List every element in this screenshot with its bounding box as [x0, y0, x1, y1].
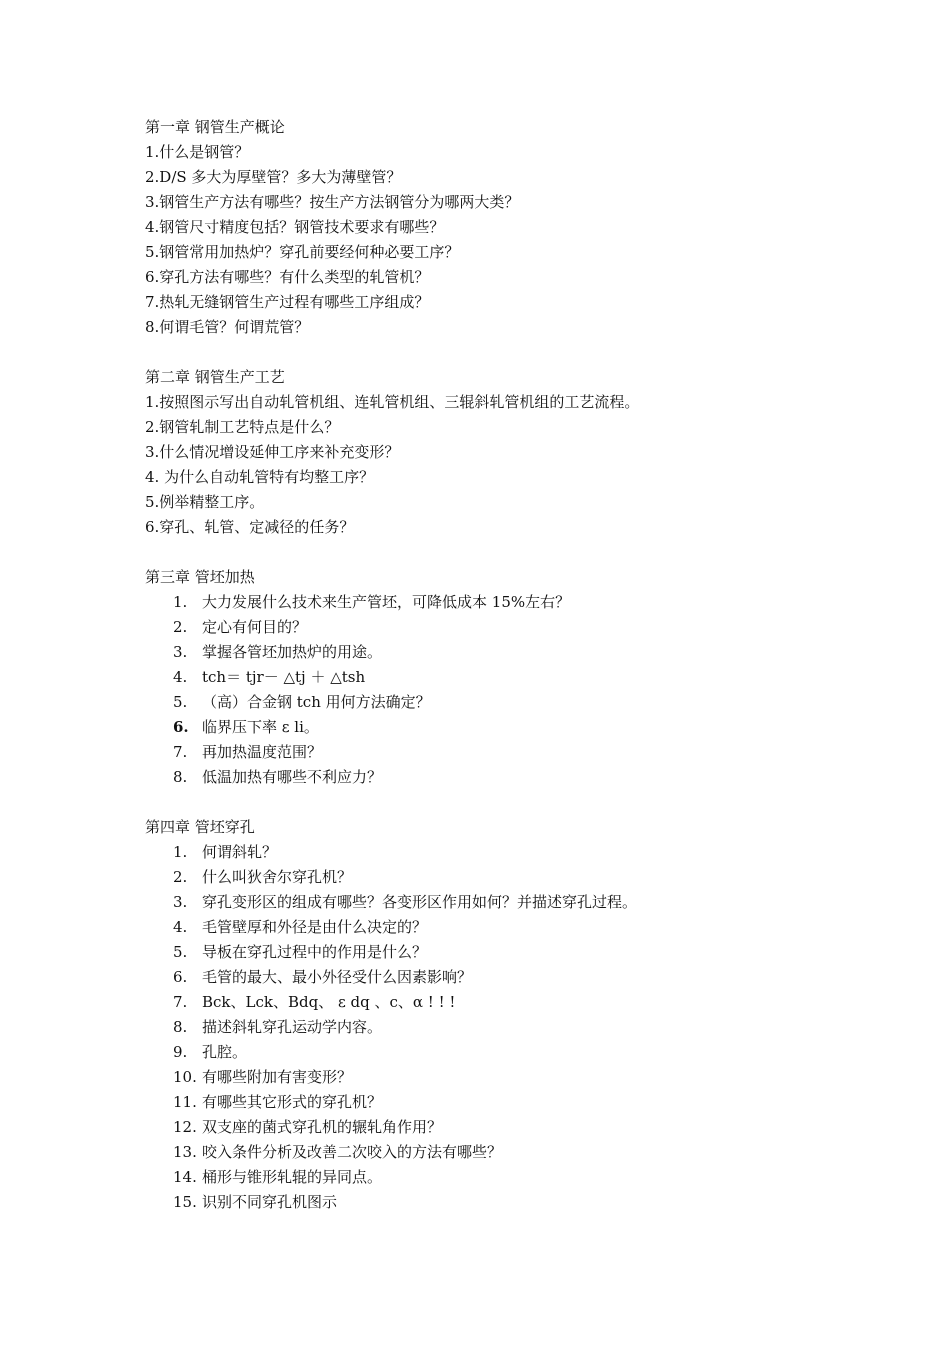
item-text: 有哪些其它形式的穿孔机？	[202, 1093, 383, 1111]
item-number: 5.	[173, 693, 188, 711]
list-item	[145, 1065, 905, 1090]
chapter-1	[145, 115, 905, 340]
question-item: 8.何谓毛管？何谓荒管？	[145, 318, 310, 336]
question-item: 5.钢管常用加热炉？穿孔前要经何种必要工序？	[145, 243, 460, 261]
section-spacer	[145, 540, 905, 565]
question-item: 3.钢管生产方法有哪些？按生产方法钢管分为哪两大类？	[145, 193, 520, 211]
item-text: tch＝ tjr－ △tj ＋ △tsh	[202, 668, 366, 686]
item-text: 再加热温度范围？	[202, 743, 323, 761]
question-list	[145, 840, 905, 1215]
item-text: 识别不同穿孔机图示	[202, 1193, 338, 1211]
item-text: 描述斜轧穿孔运动学内容。	[202, 1018, 383, 1036]
list-item	[145, 715, 905, 740]
item-text: 桶形与锥形轧辊的异同点。	[202, 1168, 383, 1186]
chapter-title: 第三章 管坯加热	[145, 568, 255, 586]
list-item	[145, 865, 905, 890]
list-item	[145, 590, 905, 615]
item-number: 2.	[173, 868, 188, 886]
list-item	[145, 690, 905, 715]
document-page	[145, 115, 905, 1215]
item-number: 12.	[173, 1118, 197, 1136]
item-number: 15.	[173, 1193, 197, 1211]
item-number: 14.	[173, 1168, 197, 1186]
list-item	[145, 890, 905, 915]
item-text: 导板在穿孔过程中的作用是什么？	[202, 943, 428, 961]
item-number: 6.	[173, 718, 189, 736]
item-text: 临界压下率 ε li。	[202, 718, 319, 736]
section-spacer	[145, 790, 905, 815]
question-item: 6.穿孔、轧管、定减径的任务？	[145, 518, 355, 536]
list-item	[145, 1190, 905, 1215]
item-text: 毛管壁厚和外径是由什么决定的？	[202, 918, 428, 936]
item-number: 3.	[173, 643, 188, 661]
list-item	[145, 840, 905, 865]
item-text: 孔腔。	[202, 1043, 248, 1061]
question-item: 6.穿孔方法有哪些？有什么类型的轧管机？	[145, 268, 430, 286]
item-number: 5.	[173, 943, 188, 961]
list-item	[145, 990, 905, 1015]
list-item	[145, 940, 905, 965]
list-item	[145, 615, 905, 640]
item-text: 咬入条件分析及改善二次咬入的方法有哪些？	[202, 1143, 503, 1161]
chapter-title: 第一章 钢管生产概论	[145, 118, 285, 136]
item-text: 双支座的菌式穿孔机的辗轧角作用？	[202, 1118, 443, 1136]
item-text: 低温加热有哪些不利应力？	[202, 768, 383, 786]
item-number: 1.	[173, 593, 188, 611]
item-number: 7.	[173, 743, 188, 761]
list-item	[145, 1090, 905, 1115]
item-number: 10.	[173, 1068, 197, 1086]
item-text: 何谓斜轧？	[202, 843, 278, 861]
list-item	[145, 1165, 905, 1190]
question-item: 1.按照图示写出自动轧管机组、连轧管机组、三辊斜轧管机组的工艺流程。	[145, 393, 640, 411]
list-item	[145, 740, 905, 765]
item-number: 11.	[173, 1093, 197, 1111]
chapter-2	[145, 365, 905, 540]
list-item	[145, 1140, 905, 1165]
list-item	[145, 1015, 905, 1040]
question-item: 2.D/S 多大为厚壁管？多大为薄壁管？	[145, 168, 402, 186]
item-number: 3.	[173, 893, 188, 911]
item-text: 定心有何目的？	[202, 618, 308, 636]
section-spacer	[145, 340, 905, 365]
question-item: 3.什么情况增设延伸工序来补充变形？	[145, 443, 400, 461]
item-number: 1.	[173, 843, 188, 861]
chapter-4	[145, 815, 905, 1215]
list-item	[145, 915, 905, 940]
item-number: 6.	[173, 968, 188, 986]
item-number: 4.	[173, 668, 188, 686]
item-text: 掌握各管坯加热炉的用途。	[202, 643, 383, 661]
list-item	[145, 765, 905, 790]
item-number: 2.	[173, 618, 188, 636]
item-text: 毛管的最大、最小外径受什么因素影响？	[202, 968, 473, 986]
list-item	[145, 965, 905, 990]
question-item: 7.热轧无缝钢管生产过程有哪些工序组成？	[145, 293, 430, 311]
item-text: Bck、Lck、Bdq、 ε dq 、c、α ! ! !	[202, 993, 456, 1011]
item-number: 8.	[173, 768, 188, 786]
list-item	[145, 665, 905, 690]
question-item: 4. 为什么自动轧管特有均整工序？	[145, 468, 375, 486]
question-item: 4.钢管尺寸精度包括？钢管技术要求有哪些？	[145, 218, 445, 236]
chapter-title: 第四章 管坯穿孔	[145, 818, 255, 836]
list-item	[145, 640, 905, 665]
item-text: 穿孔变形区的组成有哪些？各变形区作用如何？并描述穿孔过程。	[202, 893, 638, 911]
question-list	[145, 590, 905, 790]
item-number: 7.	[173, 993, 188, 1011]
item-text: 有哪些附加有害变形？	[202, 1068, 353, 1086]
item-number: 13.	[173, 1143, 197, 1161]
item-text: 大力发展什么技术来生产管坯，可降低成本 15%左右？	[202, 593, 571, 611]
item-text: 什么叫狄舍尔穿孔机？	[202, 868, 353, 886]
item-text: （高）合金钢 tch 用何方法确定？	[202, 693, 431, 711]
question-item: 5.例举精整工序。	[145, 493, 265, 511]
item-number: 9.	[173, 1043, 188, 1061]
chapter-3	[145, 565, 905, 790]
question-item: 2.钢管轧制工艺特点是什么？	[145, 418, 340, 436]
item-number: 4.	[173, 918, 188, 936]
list-item	[145, 1040, 905, 1065]
question-item: 1.什么是钢管？	[145, 143, 250, 161]
list-item	[145, 1115, 905, 1140]
chapter-title: 第二章 钢管生产工艺	[145, 368, 285, 386]
item-number: 8.	[173, 1018, 188, 1036]
